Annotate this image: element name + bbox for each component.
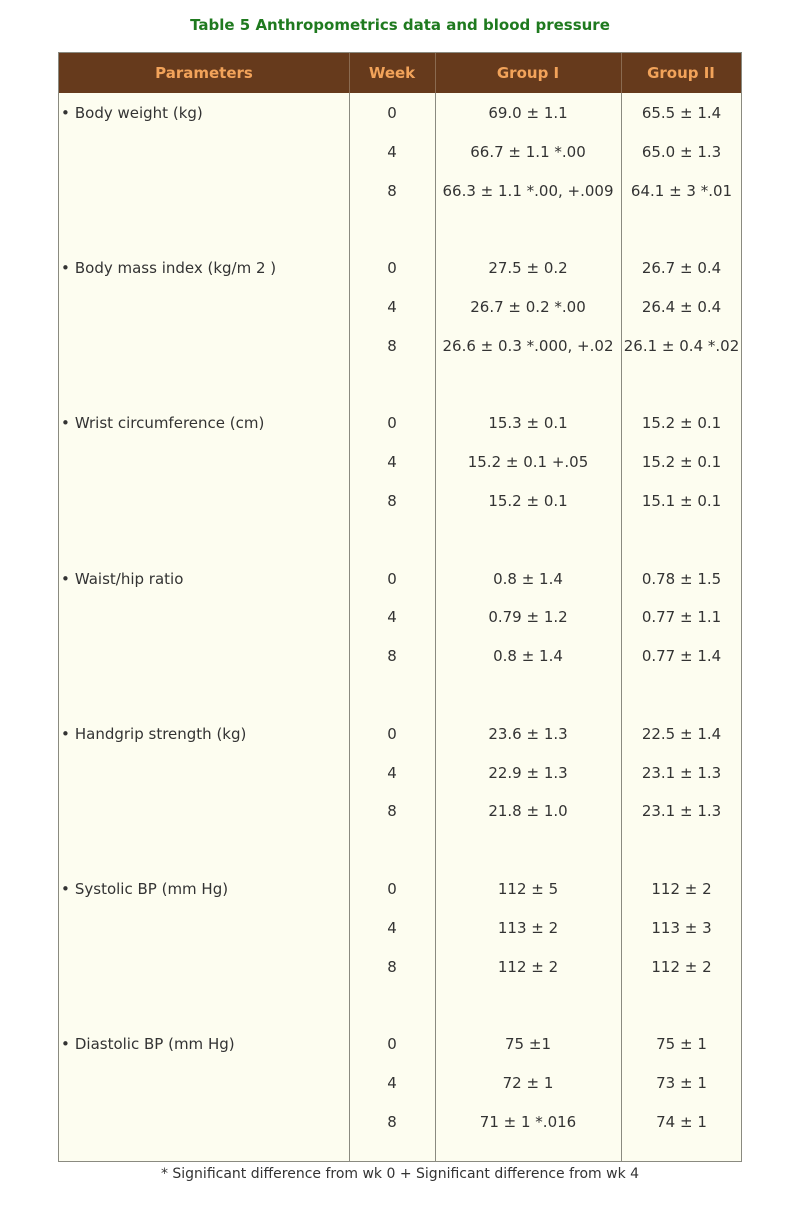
week-cell: 0 [387,414,397,433]
week-cell: 4 [387,918,397,937]
group-2-cell: 112 ± 2 [651,957,712,976]
week-cell: 0 [387,104,397,122]
bullet-icon: • [61,259,70,278]
week-cell: 8 [387,802,397,821]
header-divider [435,53,436,93]
group-2-cell: 74 ± 1 [656,1112,707,1131]
bullet-icon: • [61,880,70,898]
week-cell: 4 [387,608,397,627]
parameter-name: Wrist circumference (cm) [74,414,265,433]
group-2-cell: 26.4 ± 0.4 [641,298,722,316]
group-1-cell: 71 ± 1 *.016 [479,1112,577,1131]
group-1-cell: 26.7 ± 0.2 *.00 [470,298,586,316]
bullet-icon: • [61,1035,70,1054]
bullet-icon: • [61,724,70,743]
group-2-cell: 113 ± 3 [651,918,712,937]
week-cell: 4 [387,453,397,472]
group-1-cell: 66.7 ± 1.1 *.00 [470,142,586,161]
group-1-cell: 15.3 ± 0.1 [488,414,568,433]
group-2-cell: 23.1 ± 1.3 [641,802,722,821]
week-cell: 8 [387,647,397,666]
week-cell: 0 [387,569,397,588]
group-1-cell: 0.79 ± 1.2 [488,608,568,627]
group-2-cell: 73 ± 1 [656,1074,707,1092]
group-2-cell: 22.5 ± 1.4 [641,724,722,743]
parameter-name: Waist/hip ratio [74,569,184,588]
group-2-cell: 65.5 ± 1.4 [641,104,722,122]
bullet-icon: • [61,104,70,122]
group-2-cell: 23.1 ± 1.3 [641,763,722,782]
header-parameters: Parameters [155,64,253,82]
group-1-cell: 23.6 ± 1.3 [488,724,568,743]
header-group-2: Group II [647,64,715,82]
parameter-label [61,413,264,433]
table-header [59,53,741,93]
parameter-name: Body weight (kg) [74,104,203,122]
parameter-label [61,724,246,744]
week-cell: 0 [387,259,397,278]
parameter-label [61,879,228,899]
group-2-cell: 0.77 ± 1.4 [641,647,722,666]
week-cell: 8 [387,336,397,355]
group-1-cell: 15.2 ± 0.1 +.05 [467,453,589,472]
parameter-label [61,569,183,589]
week-cell: 4 [387,298,397,316]
group-1-cell: 112 ± 2 [497,957,559,976]
group-2-cell: 65.0 ± 1.3 [641,142,722,161]
group-1-cell: 21.8 ± 1.0 [488,802,568,821]
group-2-cell: 0.78 ± 1.5 [641,569,722,588]
header-week: Week [368,64,416,82]
header-divider [621,53,622,93]
group-1-cell: 0.8 ± 1.4 [493,647,563,666]
group-2-cell: 15.1 ± 0.1 [641,492,722,510]
parameter-name: Body mass index (kg/m 2 ) [74,259,277,278]
group-2-cell: 112 ± 2 [651,880,712,898]
bullet-icon: • [61,414,70,433]
group-1-cell: 15.2 ± 0.1 [488,492,568,510]
group-1-cell: 0.8 ± 1.4 [493,569,563,588]
group-2-cell: 15.2 ± 0.1 [641,453,722,472]
group-2-cell: 15.2 ± 0.1 [641,414,722,433]
week-cell: 8 [387,1112,397,1131]
week-cell: 4 [387,142,397,161]
week-cell: 0 [387,880,397,898]
table-footnote: * Significant difference from wk 0 + Significant difference from wk 4 [160,1166,640,1182]
group-2-cell: 26.1 ± 0.4 *.02 [623,336,740,355]
group-1-cell: 27.5 ± 0.2 [488,259,568,278]
week-cell: 8 [387,181,397,200]
group-1-cell: 113 ± 2 [497,918,559,937]
table-title: Table 5 Anthropometrics data and blood pressure [190,16,610,34]
parameter-label [61,1034,235,1054]
data-table [58,52,742,1162]
header-group-1: Group I [496,64,560,82]
week-cell: 8 [387,957,397,976]
group-2-cell: 75 ± 1 [656,1035,707,1054]
group-2-cell: 0.77 ± 1.1 [641,608,722,627]
group-2-cell: 26.7 ± 0.4 [641,259,722,278]
week-cell: 0 [387,724,397,743]
header-divider [349,53,350,93]
week-cell: 0 [387,1035,397,1054]
group-1-cell: 69.0 ± 1.1 [488,104,568,122]
group-1-cell: 112 ± 5 [497,880,559,898]
parameter-label [61,258,276,278]
week-cell: 4 [387,763,397,782]
bullet-icon: • [61,569,70,588]
group-2-cell: 64.1 ± 3 *.01 [630,181,733,200]
parameter-name: Diastolic BP (mm Hg) [74,1035,235,1054]
group-1-cell: 26.6 ± 0.3 *.000, +.02 [442,336,614,355]
parameter-label [61,103,203,123]
parameter-name: Handgrip strength (kg) [74,724,247,743]
group-1-cell: 72 ± 1 [502,1074,554,1092]
week-cell: 4 [387,1074,397,1092]
parameter-name: Systolic BP (mm Hg) [74,880,229,898]
week-cell: 8 [387,492,397,510]
group-1-cell: 75 ±1 [505,1035,551,1054]
group-1-cell: 66.3 ± 1.1 *.00, +.009 [442,181,614,200]
group-1-cell: 22.9 ± 1.3 [488,763,568,782]
